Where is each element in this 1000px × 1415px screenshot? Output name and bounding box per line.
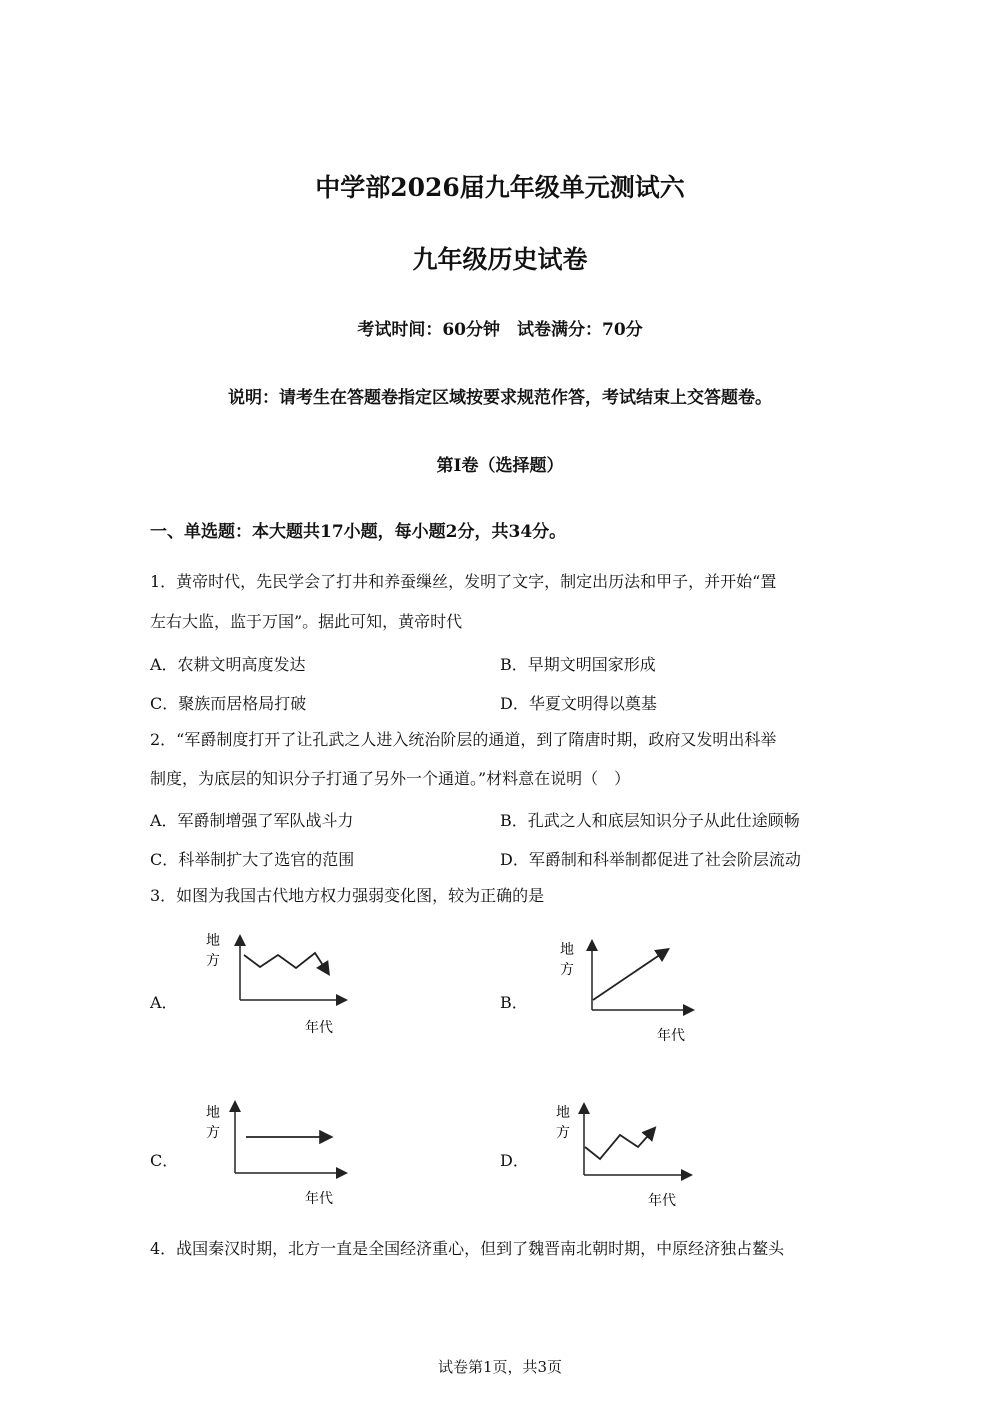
question-3-option-b: B． bbox=[500, 993, 528, 1012]
exam-subtitle: 九年级历史试卷 bbox=[412, 245, 588, 274]
graph-b-x-label: 年代 bbox=[657, 1028, 685, 1044]
graph-d-y-label-2: 方 bbox=[556, 1125, 570, 1141]
question-3-option-a: A． bbox=[150, 993, 178, 1012]
graph-c-y-label-1: 地 bbox=[206, 1105, 220, 1121]
page-footer: 试卷第1页，共3页 bbox=[437, 1358, 563, 1376]
graph-b-y-label-2: 方 bbox=[560, 962, 574, 978]
volume-heading: 第I卷（选择题） bbox=[436, 456, 564, 476]
graph-d-x-label: 年代 bbox=[648, 1193, 676, 1209]
question-1-option-c: C．聚族而居格局打破 bbox=[150, 694, 307, 713]
question-2-stem-line-1: 2．“军爵制度打开了让孔武之人进入统治阶层的通道，到了隋唐时期，政府又发明出科举 bbox=[150, 730, 777, 749]
graph-c bbox=[200, 1095, 360, 1215]
question-1-option-d: D．华夏文明得以奠基 bbox=[500, 694, 657, 713]
graph-d bbox=[548, 1095, 708, 1215]
question-2-option-a: A．军爵制增强了军队战斗力 bbox=[150, 811, 354, 830]
question-4-stem: 4．战国秦汉时期，北方一直是全国经济重心，但到了魏晋南北朝时期，中原经济独占鳌头 bbox=[150, 1239, 785, 1258]
question-2-option-b: B．孔武之人和底层知识分子从此仕途顾畅 bbox=[500, 811, 800, 830]
exam-instruction: 说明：请考生在答题卷指定区域按要求规范作答，考试结束上交答题卷。 bbox=[228, 388, 772, 408]
question-2-option-d: D．军爵制和科举制都促进了社会阶层流动 bbox=[500, 850, 801, 869]
question-3-option-d: D． bbox=[500, 1151, 529, 1170]
graph-d-y-label-1: 地 bbox=[556, 1105, 570, 1121]
question-1-stem-line-1: 1．黄帝时代，先民学会了打井和养蚕缫丝，发明了文字，制定出历法和甲子，并开始“置 bbox=[150, 572, 777, 591]
exam-title: 中学部2026届九年级单元测试六 bbox=[315, 173, 685, 202]
graph-a-y-label-1: 地 bbox=[206, 933, 220, 949]
question-3-option-c: C． bbox=[150, 1151, 179, 1170]
question-3-stem: 3．如图为我国古代地方权力强弱变化图，较为正确的是 bbox=[150, 886, 545, 905]
graph-c-x-label: 年代 bbox=[305, 1191, 333, 1207]
graph-b bbox=[552, 932, 712, 1052]
section-heading: 一、单选题：本大题共17小题，每小题2分，共34分。 bbox=[150, 522, 567, 542]
graph-a bbox=[200, 925, 360, 1045]
graph-a-y-label-2: 方 bbox=[206, 953, 220, 969]
question-2-stem-line-2: 制度，为底层的知识分子打通了另外一个通道。”材料意在说明（ ） bbox=[150, 769, 631, 788]
question-1-stem-line-2: 左右大监，监于万国”。据此可知，黄帝时代 bbox=[150, 612, 463, 631]
question-2-option-c: C．科举制扩大了选官的范围 bbox=[150, 850, 355, 869]
graph-a-x-label: 年代 bbox=[305, 1020, 333, 1036]
question-1-option-a: A．农耕文明高度发达 bbox=[150, 655, 306, 674]
exam-info: 考试时间：60分钟 试卷满分：70分 bbox=[357, 320, 643, 340]
graph-c-y-label-2: 方 bbox=[206, 1125, 220, 1141]
graph-b-y-label-1: 地 bbox=[560, 942, 574, 958]
question-1-option-b: B．早期文明国家形成 bbox=[500, 655, 656, 674]
